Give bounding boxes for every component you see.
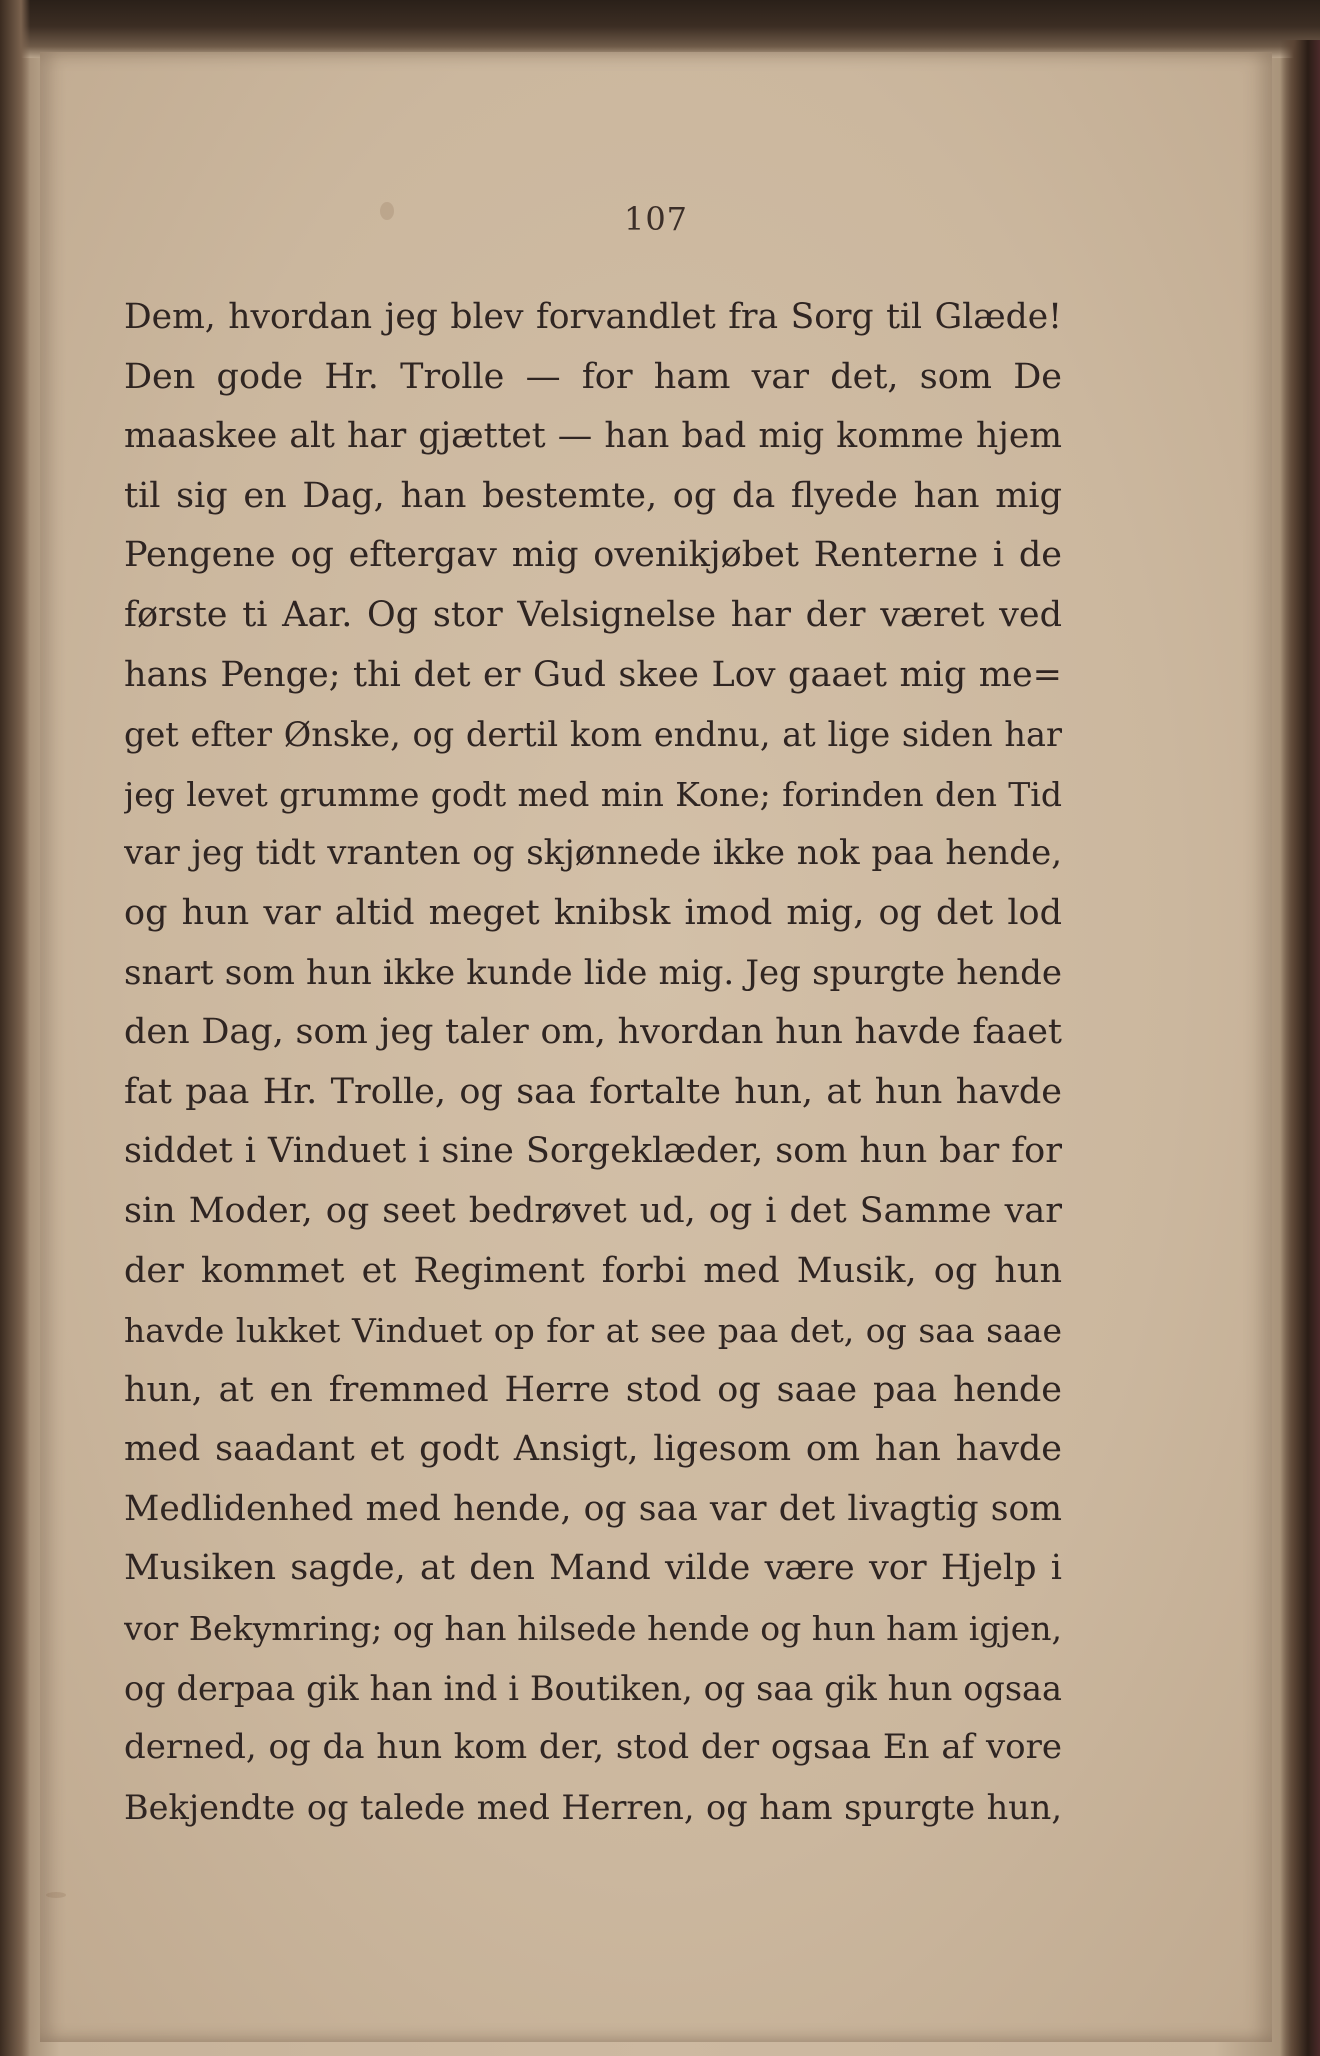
text-line: til sig en Dag, han bestemte, og da flyede han mig — [124, 475, 1062, 516]
book-top-edge — [0, 0, 1320, 58]
text-line: vor Bekymring; og han hilsede hende og hun ham igjen, — [124, 1609, 1062, 1649]
text-line: derned, og da hun kom der, stod der ogsaa En af vore — [124, 1727, 1062, 1768]
text-line: Den gode Hr. Trolle — for ham var det, som De — [124, 356, 1062, 397]
book-binding — [1280, 40, 1320, 2056]
text-line: og derpaa gik han ind i Boutiken, og saa gik hun ogsaa — [124, 1668, 1062, 1708]
text-line: Pengene og eftergav mig ovenikjøbet Renterne i de — [124, 535, 1062, 576]
text-line: havde lukket Vinduet op for at see paa det, og saa saae — [124, 1311, 1062, 1351]
text-line: fat paa Hr. Trolle, og saa fortalte hun, at hun havde — [124, 1071, 1062, 1112]
book-left-edge — [0, 0, 30, 2056]
page-number: 107 — [623, 200, 689, 238]
text-line: med saadant et godt Ansigt, ligesom om han havde — [124, 1429, 1062, 1470]
text-line: Dem, hvordan jeg blev forvandlet fra Sorg til Glæde! — [124, 297, 1062, 337]
text-line: der kommet et Regiment forbi med Musik, og hun — [124, 1250, 1062, 1291]
text-line: hun, at en fremmed Herre stod og saae paa hende — [124, 1369, 1062, 1410]
text-line: snart som hun ikke kunde lide mig. Jeg spurgte hende — [124, 952, 1062, 993]
text-line: sin Moder, og seet bedrøvet ud, og i det Samme var — [124, 1190, 1062, 1231]
text-line: og hun var altid meget knibsk imod mig, og det lod — [124, 892, 1062, 933]
paper-mark — [46, 1892, 66, 1898]
text-line: jeg levet grumme godt med min Kone; forinden den Tid — [124, 774, 1062, 814]
book-page — [40, 52, 1272, 2042]
text-line: maaskee alt har gjættet — han bad mig komme hjem — [124, 416, 1062, 457]
text-line: Bekjendte og talede med Herren, og ham spurgte hun, — [124, 1787, 1062, 1827]
body-text — [124, 288, 1062, 1837]
text-line: første ti Aar. Og stor Velsignelse har der været ved — [124, 594, 1062, 635]
text-line: Medlidenhed med hende, og saa var det livagtig som — [124, 1488, 1062, 1529]
text-line: Musiken sagde, at den Mand vilde være vor Hjelp i — [124, 1548, 1062, 1589]
text-line: get efter Ønske, og dertil kom endnu, at lige siden har — [124, 715, 1062, 755]
text-line: hans Penge; thi det er Gud skee Lov gaaet mig me= — [124, 654, 1062, 695]
text-line: var jeg tidt vranten og skjønnede ikke nok paa hende, — [124, 833, 1062, 874]
text-line: siddet i Vinduet i sine Sorgeklæder, som hun bar for — [124, 1131, 1062, 1172]
text-line: den Dag, som jeg taler om, hvordan hun havde faaet — [124, 1012, 1062, 1053]
